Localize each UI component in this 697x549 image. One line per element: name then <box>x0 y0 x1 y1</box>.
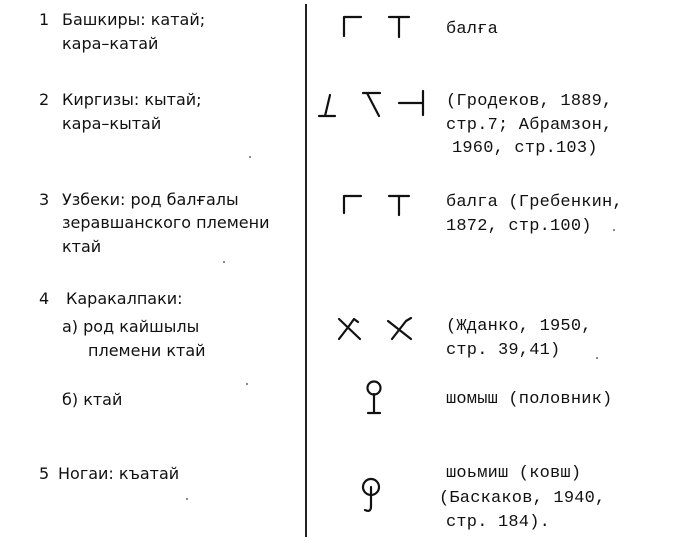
gamma-tamga-icon <box>344 196 361 213</box>
row4a-line1: а) род кайшылы <box>62 317 200 336</box>
row5-number: 5 <box>39 464 50 483</box>
scan-speck <box>223 261 225 263</box>
row4b-line1: б) ктай <box>62 390 123 409</box>
tau-tamga-icon <box>389 17 409 37</box>
side-tau-tamga-icon <box>399 91 423 115</box>
row3-line2: зеравшанского племени <box>62 213 270 232</box>
row4a-ref-line2: стр. 39,41) <box>446 341 561 360</box>
row5-ref-line1: шоьмиш (ковш) <box>446 464 582 483</box>
row4-number: 4 <box>39 289 50 308</box>
row2-number: 2 <box>39 90 50 109</box>
scan-speck <box>613 229 615 231</box>
row5-ref-line2: (Баскаков, 1940, <box>439 489 606 508</box>
gamma-tamga-icon <box>344 17 361 36</box>
row2-line1: Киргизы: кытай; <box>62 90 202 109</box>
row5-ref-line3: стр. 184). <box>446 513 551 532</box>
row1-line2: кара–катай <box>62 34 159 53</box>
slanted-tau-tamga-icon <box>363 93 380 116</box>
tau-tamga-icon <box>389 196 409 215</box>
scan-speck <box>596 357 598 359</box>
row2-ref-line2: стр.7; Абрамзон, <box>446 116 613 135</box>
row3-line3: ктай <box>62 237 102 256</box>
row4a-ref-line1: (Жданко, 1950, <box>446 317 592 336</box>
hooked-ladle-tamga-icon <box>363 479 379 511</box>
row3-ref-line1: балга (Гребенкин, <box>446 193 623 212</box>
row1-number: 1 <box>39 10 50 29</box>
row3-number: 3 <box>39 190 50 209</box>
row2-ref-line1: (Гродеков, 1889, <box>446 92 613 111</box>
scan-speck <box>246 383 248 385</box>
row4a-line2: племени ктай <box>88 341 206 360</box>
scan-speck <box>186 498 188 500</box>
row4-title: Каракалпаки: <box>66 289 183 308</box>
scan-speck <box>249 156 251 158</box>
row4b-ref-line1: шомыш (половник) <box>446 390 613 409</box>
row3-line1: Узбеки: род балғалы <box>62 190 239 209</box>
row5-line1: Ногаи: къатай <box>58 464 180 483</box>
row2-line2: кара–кытай <box>62 114 162 133</box>
row1-line1: Башкиры: катай; <box>62 10 206 29</box>
row2-ref-line3: 1960, стр.103) <box>452 139 598 158</box>
crossed-hooks-tamga-icon <box>388 318 411 339</box>
ladle-tamga-icon <box>368 382 381 414</box>
row1-name: балға <box>446 20 499 39</box>
crossed-hooks-tamga-icon <box>339 319 360 339</box>
inverted-tau-tamga-icon <box>319 95 335 116</box>
row3-ref-line2: 1872, стр.100) <box>446 217 592 236</box>
